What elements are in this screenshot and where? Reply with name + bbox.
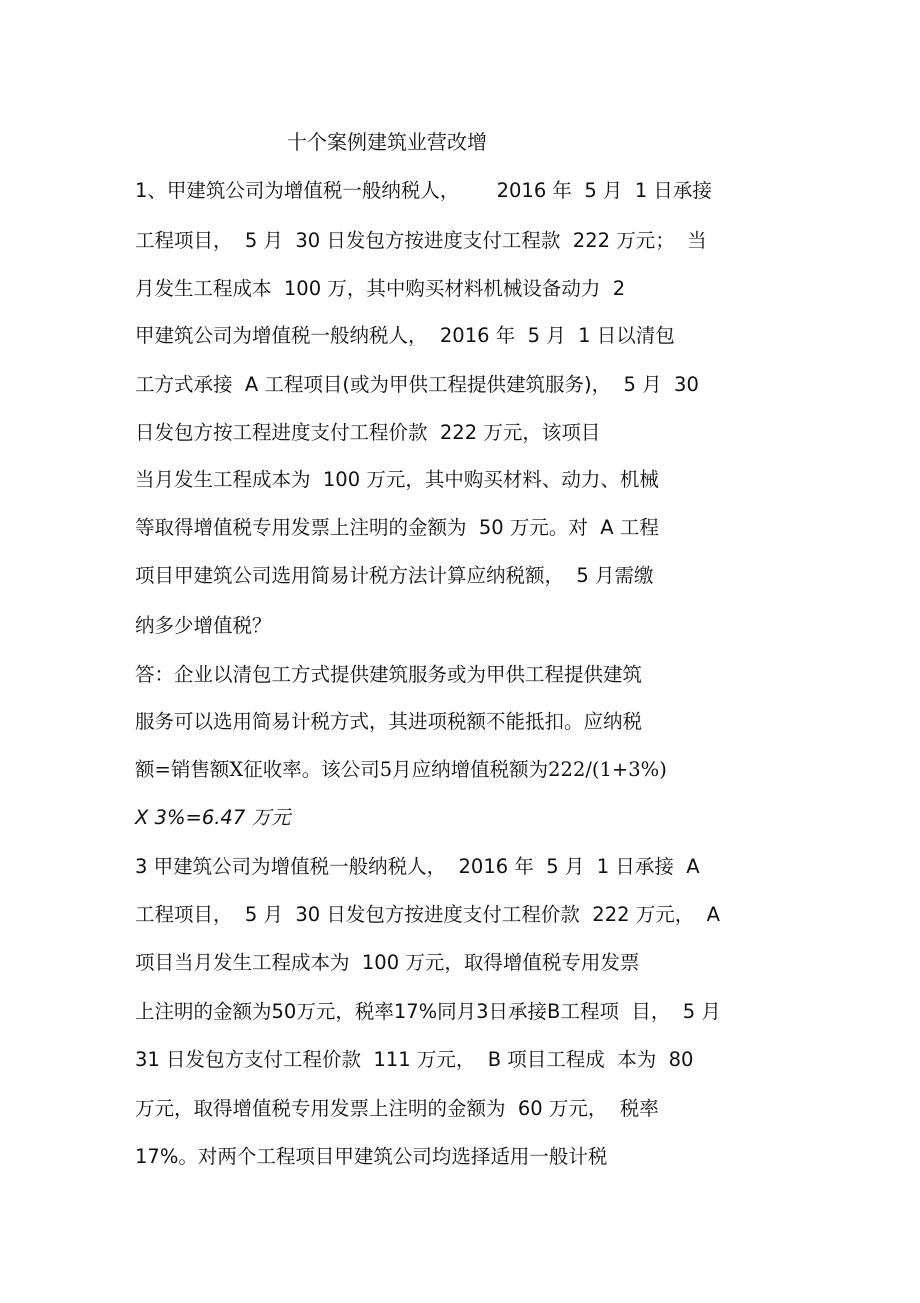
document-title: 十个案例建筑业营改增 (287, 130, 487, 154)
text-line: 等取得增值税专用发票上注明的金额为 50 万元。对 A 工程 (135, 516, 659, 539)
text-line: 工程项目， 5 月 30 日发包方按进度支付工程价款 222 万元， A (135, 903, 720, 926)
text-line: 工程项目， 5 月 30 日发包方按进度支付工程款 222 万元； 当 (135, 229, 707, 252)
text-line: 当月发生工程成本为 100 万元，其中购买材料、动力、机械 (135, 468, 659, 491)
text-line: 额=销售额X征收率。该公司5月应纳增值税额为222/(1+3%) (135, 758, 667, 781)
text-line: 日发包方按工程进度支付工程价款 222 万元，该项目 (135, 421, 601, 444)
text-line: 工方式承接 A 工程项目(或为甲供工程提供建筑服务)， 5 月 30 (135, 373, 699, 396)
text-line: 服务可以选用简易计税方式，其进项税额不能抵扣。应纳税 (135, 710, 643, 733)
text-line: 3 甲建筑公司为增值税一般纳税人， 2016 年 5 月 1 日承接 A (135, 855, 700, 878)
text-line: 答：企业以清包工方式提供建筑服务或为甲供工程提供建筑 (135, 663, 643, 686)
text-line: 上注明的金额为50万元，税率17%同月3日承接B工程项 目， 5 月 (135, 1000, 721, 1023)
text-line: X 3%=6.47 万元 (135, 806, 291, 829)
text-line: 31 日发包方支付工程价款 111 万元， B 项目工程成 本为 80 (135, 1048, 694, 1071)
text-line: 项目甲建筑公司选用简易计税方法计算应纳税额， 5 月需缴 (135, 564, 654, 587)
text-line: 甲建筑公司为增值税一般纳税人， 2016 年 5 月 1 日以清包 (135, 324, 675, 347)
text-line: 17%。对两个工程项目甲建筑公司均选择适用一般计税 (135, 1145, 608, 1168)
text-line: 纳多少增值税？ (135, 614, 272, 637)
text-line: 项目当月发生工程成本为 100 万元，取得增值税专用发票 (135, 951, 640, 974)
text-line: 1、甲建筑公司为增值税一般纳税人， 2016 年 5 月 1 日承接 (135, 179, 712, 202)
text-line: 万元，取得增值税专用发票上注明的金额为 60 万元， 税率 (135, 1097, 659, 1120)
text-line: 月发生工程成本 100 万，其中购买材料机械设备动力 2 (135, 277, 626, 300)
